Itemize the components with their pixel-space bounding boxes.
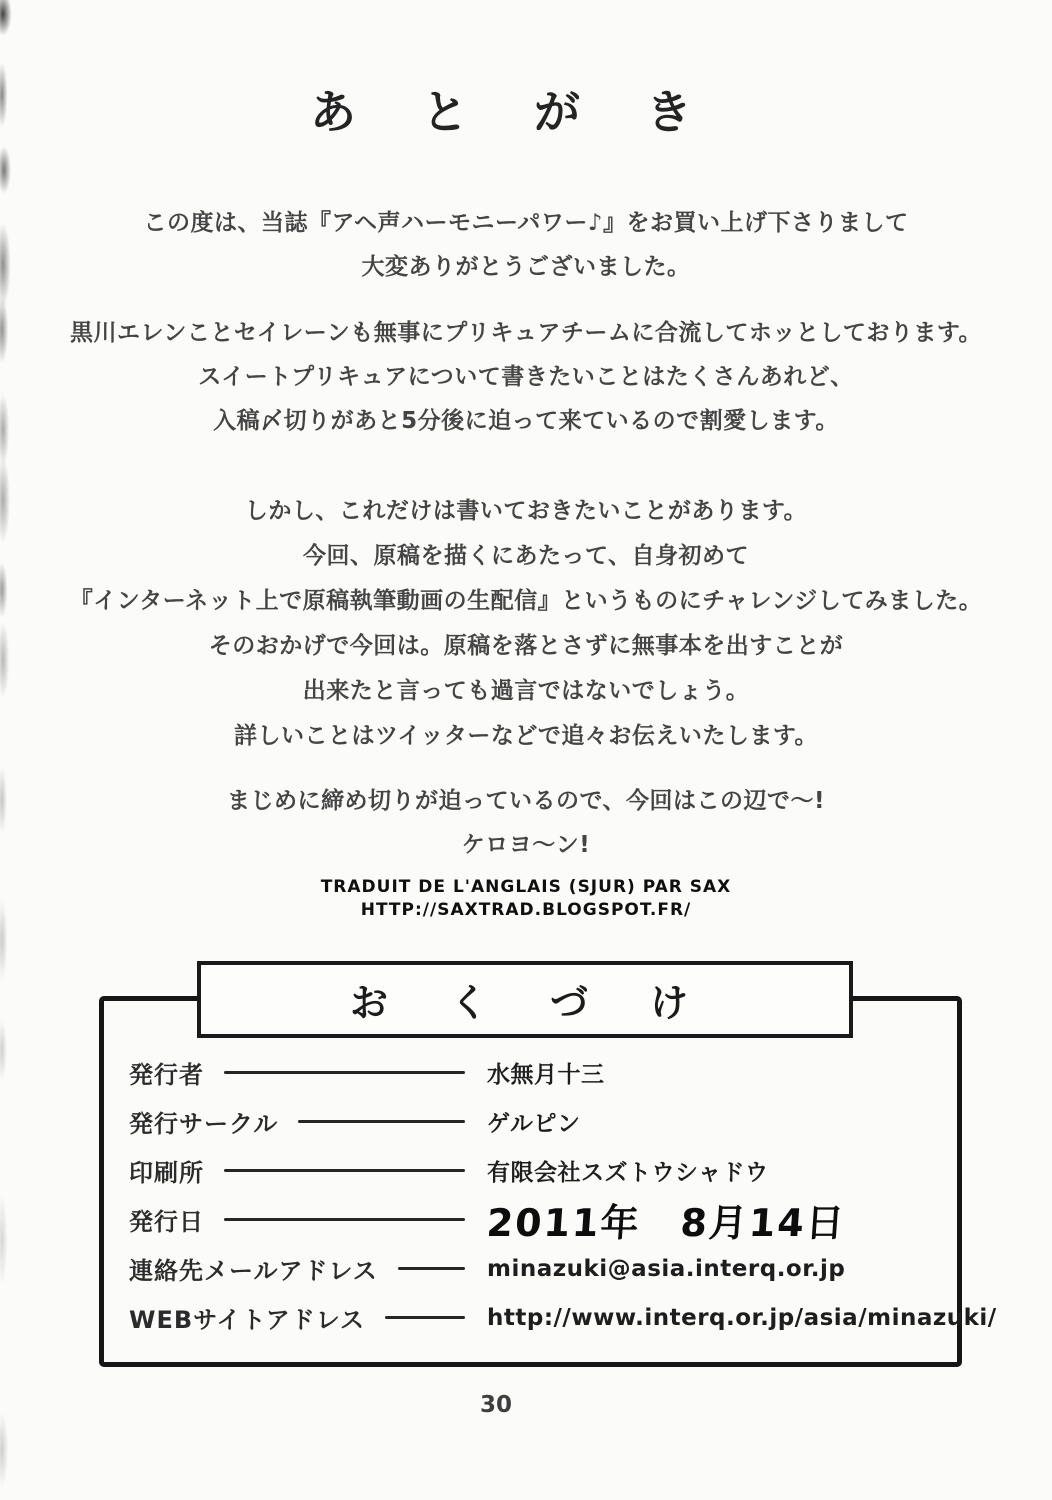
colophon-row-left — [129, 1153, 487, 1188]
afterword-line: スイートプリキュアについて書きたいことはたくさんあれど、 — [198, 364, 854, 390]
afterword-line: 出来たと言っても過言ではないでしょう。 — [302, 678, 750, 704]
colophon-label: WEBサイトアドレス — [129, 1306, 366, 1334]
colophon-row-left — [129, 1251, 487, 1286]
separator-line — [298, 1120, 465, 1123]
afterword-paragraph-1 — [0, 201, 1052, 289]
separator-line — [385, 1316, 465, 1319]
afterword-line: ケロヨ〜ン! — [461, 832, 591, 858]
colophon-row-left — [129, 1202, 487, 1237]
colophon-row-circle — [99, 1097, 952, 1146]
colophon-row-left — [129, 1104, 487, 1139]
afterword-line: まじめに締め切りが迫っているので、今回はこの辺で〜! — [226, 788, 826, 814]
colophon-value: 有限会社スズトウシャドウ — [487, 1160, 769, 1186]
colophon-value-url: http://www.interq.or.jp/asia/minazuki/ — [487, 1304, 997, 1331]
afterword-paragraph-3 — [0, 489, 1052, 759]
afterword-line: この度は、当誌『アヘ声ハーモニーパワー♪』をお買い上げ下さりまして — [143, 210, 909, 236]
afterword-line: 『インターネット上で原稿執筆動画の生配信』というものにチャレンジしてみました。 — [69, 588, 983, 614]
colophon-value: 水無月十三 — [487, 1062, 605, 1088]
afterword-line: 今回、原稿を描くにあたって、自身初めて — [302, 543, 750, 569]
colophon-title: お く づ け — [197, 961, 853, 1038]
afterword-line: 黒川エレンことセイレーンも無事にプリキュアチームに合流してホッとしております。 — [69, 320, 982, 346]
afterword-paragraph-4 — [0, 779, 1052, 867]
separator-line — [398, 1267, 465, 1270]
colophon-label: 印刷所 — [129, 1159, 204, 1187]
colophon-row-email — [99, 1244, 952, 1293]
colophon-label: 発行者 — [129, 1061, 204, 1089]
colophon-rows — [99, 1048, 997, 1342]
colophon-value: ゲルピン — [487, 1111, 581, 1137]
page-title: あ と が き — [310, 85, 702, 139]
colophon-label: 発行サークル — [129, 1110, 279, 1138]
afterword-line: 大変ありがとうございました。 — [361, 254, 691, 280]
afterword-line: 詳しいことはツイッターなどで追々お伝えいたします。 — [233, 723, 819, 749]
colophon-value-date: 2011年 8月14日 — [485, 1201, 848, 1245]
separator-line — [224, 1218, 465, 1221]
colophon-value-email: minazuki@asia.interq.or.jp — [487, 1255, 846, 1282]
afterword-line: そのおかげで今回は。原稿を落とさずに無事本を出すことが — [208, 633, 844, 659]
page-number: 30 — [479, 1392, 512, 1418]
colophon-label: 連絡先メールアドレス — [129, 1257, 378, 1285]
translator-credit — [0, 876, 1052, 922]
translator-credit-url: HTTP://SAXTRAD.BLOGSPOT.FR/ — [360, 900, 692, 920]
afterword-paragraph-2 — [0, 311, 1052, 443]
afterword-line: 入稿〆切りがあと5分後に迫って来ているので割愛します。 — [213, 408, 839, 434]
separator-line — [224, 1169, 465, 1172]
colophon-row-website — [99, 1293, 997, 1342]
colophon-row-publication-date — [99, 1195, 952, 1244]
colophon-row-left — [129, 1055, 487, 1090]
afterword-line: しかし、これだけは書いておきたいことがあります。 — [244, 498, 808, 524]
colophon-row-printer — [99, 1146, 952, 1195]
colophon-row-publisher — [99, 1048, 952, 1097]
separator-line — [224, 1071, 465, 1074]
colophon-row-left — [129, 1300, 487, 1335]
colophon-label: 発行日 — [129, 1208, 204, 1236]
translator-credit-line: TRADUIT DE L'ANGLAIS (SJUR) PAR SAX — [320, 877, 732, 897]
